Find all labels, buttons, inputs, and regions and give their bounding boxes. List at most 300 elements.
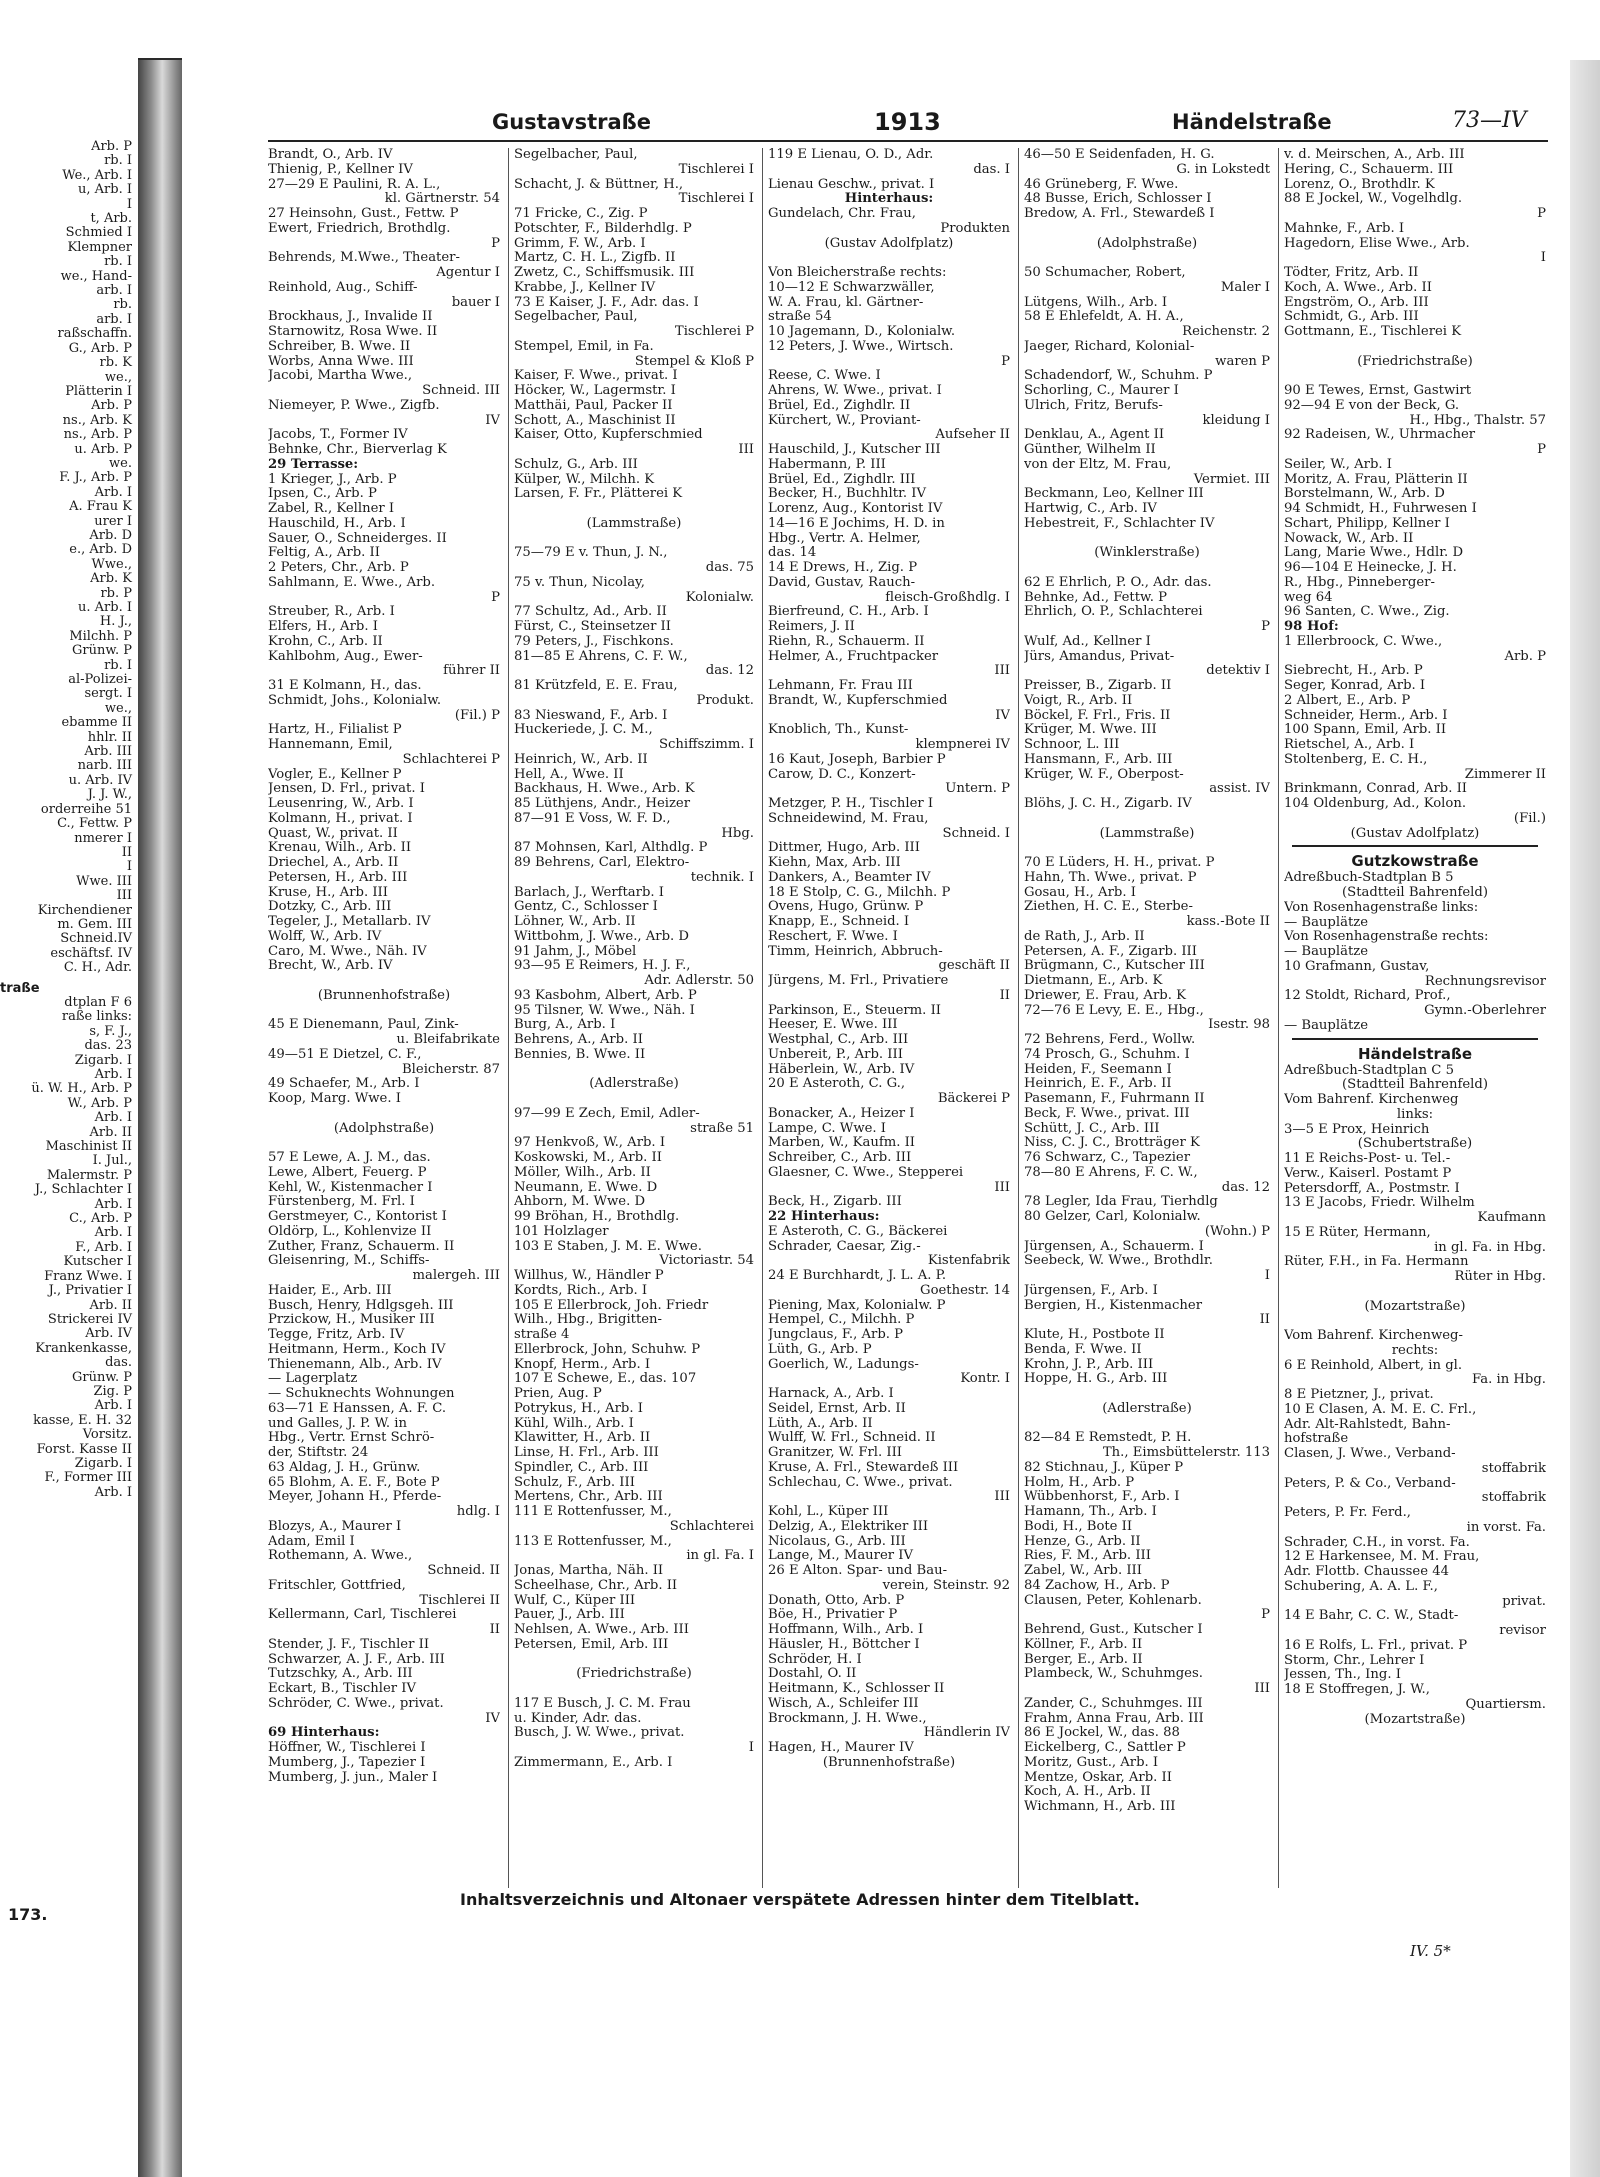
left-page-line: Arb. I — [94, 1225, 132, 1241]
directory-entry-line: 10 E Clasen, A. M. E. C. Frl., — [1284, 1402, 1477, 1417]
directory-entry-line: Brockmann, J. H. Wwe., — [768, 1711, 927, 1726]
directory-entry-line: II — [999, 988, 1010, 1003]
top-margin — [0, 0, 1600, 60]
directory-entry-line: Seiler, W., Arb. I — [1284, 457, 1393, 472]
left-page-line: Kirchendiener — [37, 902, 132, 918]
directory-entry-line: 48 Busse, Erich, Schlosser I — [1024, 192, 1212, 207]
directory-entry-line: Verw., Kaiserl. Postamt P — [1284, 1166, 1452, 1181]
left-page-line: Zigarb. I — [74, 1052, 132, 1068]
directory-entry-line: (Fil.) P — [454, 708, 500, 723]
directory-entry-line: assist. IV — [1209, 782, 1270, 797]
directory-entry-line: Bodi, H., Bote II — [1024, 1519, 1133, 1534]
directory-entry-line: Hagen, H., Maurer IV — [768, 1741, 914, 1755]
directory-entry-line — [1284, 340, 1546, 355]
directory-entry-line: Przickow, H., Musiker III — [268, 1313, 435, 1328]
directory-entry-line: 77 Schultz, Ad., Arb. II — [514, 605, 667, 620]
directory-entry-line: Schneidewind, M. Frau, — [768, 811, 929, 826]
directory-entry-line: Eckart, B., Tischler IV — [268, 1682, 417, 1696]
directory-entry-line: Carow, D. C., Konzert- — [768, 767, 916, 782]
directory-entry-line: Reese, C. Wwe. I — [768, 369, 881, 384]
cross-street-marker: (Adolphstraße) — [1096, 236, 1198, 251]
directory-entry-line: Tischlerei P — [674, 325, 754, 339]
directory-entry-line: Habermann, P. III — [768, 457, 886, 472]
directory-entry-line: Niemeyer, P. Wwe., Zigfb. — [268, 398, 440, 413]
left-page-line: Franz Wwe. I — [44, 1268, 132, 1284]
left-page-line: F., Arb. I — [75, 1239, 132, 1255]
directory-entry-line: — Bauplätze — [1284, 1018, 1368, 1033]
directory-entry-line: Ziethen, H. C. E., Sterbe- — [1024, 900, 1193, 915]
directory-entry-line: Rüter in Hbg. — [1454, 1270, 1546, 1284]
left-page-line: G., Arb. P — [68, 340, 132, 356]
directory-entry-line: Schneider, Herm., Arb. I — [1284, 708, 1448, 723]
directory-entry-line: 92—94 E von der Beck, G. — [1284, 398, 1460, 413]
left-page-line: J., Schlachter I — [34, 1182, 132, 1198]
directory-column-3 — [768, 148, 1010, 1888]
left-page-line: Schmied I — [65, 225, 132, 241]
left-page-line: hhlr. II — [87, 729, 132, 745]
directory-entry-line: Ehrlich, O. P., Schlachterei — [1024, 605, 1203, 620]
left-page-line: u. Arb. P — [74, 441, 132, 457]
directory-entry-line: in vorst. Fa. — [1466, 1520, 1546, 1535]
directory-entry-line: Schrader, Caesar, Zig.- — [768, 1239, 921, 1254]
directory-entry-line: Nicolaus, G., Arb. III — [768, 1534, 906, 1549]
directory-entry-line: Köllner, F., Arb. II — [1024, 1637, 1143, 1652]
cross-street-marker: (Mozartstraße) — [1364, 1299, 1466, 1314]
directory-entry-line: Frahm, Anna Frau, Arb. III — [1024, 1711, 1204, 1726]
directory-entry-line: 3—5 E Prox, Heinrich — [1284, 1122, 1430, 1137]
directory-entry-line: fleisch-Großhdlg. I — [885, 590, 1010, 605]
directory-entry-line: de Rath, J., Arb. II — [1024, 929, 1145, 944]
directory-entry-line: 10 Jagemann, D., Kolonialw. — [768, 325, 956, 339]
left-page-line: Krankenkasse, — [35, 1340, 132, 1356]
directory-entry-line: Heinrich, W., Arb. II — [514, 752, 648, 767]
directory-entry-line: 111 E Rottenfusser, M., — [514, 1505, 672, 1519]
directory-entry-line: 12 E Harkensee, M. M. Frau, — [1284, 1550, 1480, 1565]
directory-entry-line: Bredow, A. Frl., Stewardeß I — [1024, 207, 1215, 221]
directory-entry-line: Schneid. I — [942, 826, 1010, 841]
left-page-line: F., Former III — [44, 1470, 132, 1486]
subheading: 98 Hof: — [1284, 620, 1339, 634]
directory-entry-line — [514, 1092, 754, 1107]
directory-entry-line: Schröder, H. I — [768, 1652, 862, 1667]
directory-entry-line: Nehlsen, A. Wwe., Arb. III — [514, 1623, 689, 1637]
directory-entry-line: Metzger, P. H., Tischler I — [768, 797, 934, 811]
directory-entry-line: David, Gustav, Rauch- — [768, 575, 916, 590]
directory-entry-line: Petersen, A. F., Zigarb. III — [1024, 944, 1197, 959]
directory-entry-line: Vom Bahrenf. Kirchenweg- — [1284, 1329, 1463, 1343]
footer-note: Inhaltsverzeichnis und Altonaer verspätete Adressen hinter dem Titelblatt. — [460, 1890, 1140, 1909]
directory-entry-line: Segelbacher, Paul, — [514, 148, 638, 162]
left-page-line: u. Arb. IV — [68, 772, 132, 788]
directory-entry-line: kass.-Bote II — [1186, 915, 1270, 929]
directory-entry-line: das. I — [973, 162, 1010, 177]
directory-entry-line: Schulz, F., Arb. III — [514, 1475, 635, 1490]
directory-entry-line: Hauschild, H., Arb. I — [268, 516, 406, 531]
directory-entry-line: Zuther, Franz, Schauerm. II — [268, 1239, 455, 1254]
directory-entry-line: Backhaus, H. Wwe., Arb. K — [514, 782, 695, 797]
directory-entry-line: Vogler, E., Kellner P — [268, 767, 402, 782]
left-page-line: I — [126, 196, 132, 212]
directory-entry-line: Helmer, A., Fruchtpacker — [768, 649, 939, 664]
directory-entry-line: Kaufmann — [1477, 1211, 1546, 1225]
directory-entry-line: Sahlmann, E. Wwe., Arb. — [268, 575, 436, 590]
directory-entry-line: Gundelach, Chr. Frau, — [768, 207, 916, 221]
directory-entry-line: Hauschild, J., Kutscher III — [768, 443, 941, 457]
directory-entry-line: Wulf, C., Küper III — [514, 1593, 636, 1608]
directory-entry-line: Unbereit, P., Arb. III — [768, 1047, 903, 1062]
cross-street-marker: (Stadtteil Bahrenfeld) — [1342, 1078, 1488, 1093]
directory-column-4 — [1024, 148, 1270, 1888]
left-page-line: C., Arb. P — [69, 1211, 132, 1227]
directory-entry-line — [768, 251, 1010, 266]
directory-entry-line: Koch, A. H., Arb. II — [1024, 1785, 1151, 1800]
directory-entry-line: Scheelhase, Chr., Arb. II — [514, 1578, 678, 1593]
section-rule — [1292, 845, 1538, 847]
directory-entry-line: 16 Kaut, Joseph, Barbier P — [768, 752, 946, 767]
cross-street-marker: rechts: — [1391, 1343, 1439, 1358]
directory-entry-line: weg 64 — [1284, 590, 1333, 605]
directory-entry-line: 74 Prosch, G., Schuhm. I — [1024, 1047, 1190, 1062]
page-edge — [1570, 60, 1600, 2177]
running-header-right: Händelstraße — [1172, 110, 1332, 134]
directory-entry-line: Höffner, W., Tischlerei I — [268, 1741, 426, 1755]
directory-entry-line: revisor — [1499, 1624, 1546, 1638]
directory-entry-line: 57 E Lewe, A. J. M., das. — [268, 1151, 431, 1165]
directory-entry-line: Stoltenberg, E. C. H., — [1284, 752, 1428, 767]
left-page-line: e., Arb. D — [69, 542, 132, 558]
directory-entry-line: Tutzschky, A., Arb. III — [268, 1667, 413, 1682]
directory-entry-line: Lüth, G., Arb. P — [768, 1342, 872, 1357]
left-page-line: rb. I — [104, 254, 132, 270]
left-page-line: u. Arb. I — [78, 600, 132, 615]
directory-entry-line: Henze, G., Arb. II — [1024, 1534, 1141, 1549]
directory-entry-line: Böe, H., Privatier P — [768, 1608, 898, 1623]
directory-entry-line: (Wohn.) P — [1204, 1224, 1270, 1239]
directory-entry-line: Marben, W., Kaufm. II — [768, 1136, 916, 1151]
cross-street-marker: (Mozartstraße) — [1364, 1712, 1466, 1727]
left-page-line: rb. K — [99, 355, 132, 371]
directory-entry-line: Grimm, F. W., Arb. I — [514, 236, 646, 251]
directory-entry-line: Reschert, F. Wwe. I — [768, 929, 898, 944]
directory-entry-line: Rüter, F.H., in Fa. Hermann — [1284, 1255, 1469, 1270]
directory-entry-line: Tischlerei I — [678, 192, 754, 207]
directory-entry-line: Spindler, C., Arb. III — [514, 1460, 649, 1475]
directory-entry-line: hdlg. I — [456, 1505, 500, 1519]
directory-entry-line: 20 E Asteroth, C. G., — [768, 1077, 906, 1092]
directory-entry-line: Kolonialw. — [685, 590, 754, 605]
directory-entry-line: stoffabrik — [1481, 1461, 1546, 1476]
directory-entry-line: Voigt, R., Arb. II — [1024, 693, 1133, 708]
directory-entry-line: Busch, J. W. Wwe., privat. — [514, 1726, 685, 1741]
directory-entry-line: II — [1259, 1313, 1270, 1328]
directory-entry-line — [1024, 812, 1270, 827]
header-rule — [268, 140, 1548, 142]
directory-entry-line: 76 Schwarz, C., Tapezier — [1024, 1151, 1191, 1165]
directory-entry-line: 94 Schmidt, H., Fuhrwesen I — [1284, 502, 1477, 516]
directory-entry-line: 24 E Burchhardt, J. L. A. P. — [768, 1269, 947, 1283]
directory-entry-line: bauer I — [451, 295, 500, 310]
directory-entry-line: Krabbe, J., Kellner IV — [514, 280, 656, 295]
directory-entry-line: Schneid. II — [427, 1564, 500, 1578]
directory-entry-line: 2 Albert, E., Arb. P — [1284, 693, 1411, 708]
directory-entry-line: 63 Aldag, J. H., Grünw. — [268, 1460, 421, 1475]
directory-entry-line: malergeh. III — [412, 1269, 500, 1283]
directory-entry-line: Quartiersm. — [1465, 1697, 1546, 1712]
directory-entry-line: Brandt, W., Kupferschmied — [768, 693, 948, 708]
directory-entry-line: Adr. Alt-Rahlstedt, Bahn- — [1284, 1417, 1451, 1432]
directory-entry-line: Kellermann, Carl, Tischlerei — [268, 1608, 457, 1623]
left-page-section-heading: traße — [0, 980, 40, 996]
directory-entry-line: Behrends, M.Wwe., Theater- — [268, 251, 460, 266]
directory-entry-line: 101 Holzlager — [514, 1224, 609, 1239]
directory-entry-line — [268, 1136, 500, 1151]
directory-entry-line: Leusenring, W., Arb. I — [268, 797, 414, 811]
directory-entry-line: Piening, Max, Kolonialw. P — [768, 1298, 946, 1313]
cross-street-marker: (Friedrichstraße) — [576, 1667, 692, 1682]
directory-entry-line: Schubering, A. A. L. F., — [1284, 1579, 1438, 1594]
directory-entry-line: 100 Spann, Emil, Arb. II — [1284, 723, 1447, 738]
left-page-line: Arb. P — [91, 398, 132, 414]
left-page-line: Malermstr. P — [46, 1167, 132, 1183]
directory-entry-line: 10 Grafmann, Gustav, — [1284, 959, 1430, 974]
directory-entry-line: Hell, A., Wwe. II — [514, 767, 624, 782]
directory-entry-line: Schröder, C. Wwe., privat. — [268, 1696, 444, 1711]
directory-entry-line: Gerstmeyer, C., Kontorist I — [268, 1210, 447, 1224]
directory-entry-line: Ovens, Hugo, Grünw. P — [768, 900, 924, 915]
left-page-line: Plätterin I — [65, 383, 132, 399]
left-page-line: Schneid.IV — [60, 931, 132, 947]
directory-entry-line: Tödter, Fritz, Arb. II — [1284, 266, 1419, 280]
directory-entry-line: Bierfreund, C. H., Arb. I — [768, 605, 929, 620]
directory-entry-line: Bergien, H., Kistenmacher — [1024, 1298, 1203, 1313]
directory-entry-line: Reichenstr. 2 — [1182, 325, 1270, 339]
directory-entry-line — [1024, 1387, 1270, 1402]
subheading: 29 Terrasse: — [268, 457, 359, 472]
directory-entry-line: 79 Peters, J., Fischkons. — [514, 634, 674, 649]
directory-entry-line: Günther, Wilhelm II — [1024, 443, 1156, 457]
directory-entry-line: Kürchert, W., Proviant- — [768, 413, 921, 428]
left-page-line: we. — [109, 455, 132, 471]
directory-entry-line: Westphal, C., Arb. III — [768, 1033, 909, 1047]
directory-entry-line: 97 Henkvoß, W., Arb. I — [514, 1136, 666, 1151]
directory-entry-line: Wulf, Ad., Kellner I — [1024, 634, 1151, 649]
directory-entry-line: 96—104 E Heinecke, J. H. — [1284, 561, 1457, 575]
subheading: Hinterhaus: — [844, 192, 934, 207]
directory-column-2 — [514, 148, 754, 1888]
directory-entry-line: Wisch, A., Schleifer III — [768, 1696, 919, 1711]
directory-entry-line: Borstelmann, W., Arb. D — [1284, 487, 1445, 502]
directory-entry-line: Zander, C., Schuhmges. III — [1024, 1696, 1203, 1711]
directory-entry-line: Rechnungsrevisor — [1424, 974, 1546, 989]
directory-entry-line: 78—80 E Ahrens, F. C. W., — [1024, 1165, 1198, 1180]
directory-entry-line: 81 Krützfeld, E. E. Frau, — [514, 679, 678, 693]
directory-entry-line: Kaiser, Otto, Kupferschmied — [514, 428, 703, 443]
subheading: 69 Hinterhaus: — [268, 1726, 380, 1741]
directory-entry-line — [514, 502, 754, 517]
directory-entry-line: 2 Peters, Chr., Arb. P — [268, 561, 409, 575]
directory-entry-line: Burg, A., Arb. I — [514, 1018, 616, 1033]
left-page-number: 173. — [8, 1905, 48, 1924]
directory-entry-line: Von Bleicherstraße rechts: — [768, 266, 947, 280]
directory-entry-line: 18 E Stoffregen, J. W., — [1284, 1683, 1430, 1697]
directory-entry-line: Mahnke, F., Arb. I — [1284, 221, 1405, 236]
directory-entry-line: Holm, H., Arb. P — [1024, 1475, 1135, 1490]
left-page-line: Arb. I — [94, 1110, 132, 1126]
directory-entry-line: 93—95 E Reimers, H. J. F., — [514, 959, 691, 974]
directory-entry-line: Krohn, J. P., Arb. III — [1024, 1357, 1154, 1372]
directory-entry-line — [268, 1107, 500, 1122]
directory-entry-line: Brüel, Ed., Zighdlr. III — [768, 472, 916, 487]
directory-entry-line: Beck, F. Wwe., privat. III — [1024, 1106, 1190, 1121]
directory-entry-line: 87 Mohnsen, Karl, Althdlg. P — [514, 841, 708, 856]
directory-entry-line: Kistenfabrik — [927, 1254, 1010, 1269]
directory-entry-line: Hansmann, F., Arb. III — [1024, 752, 1173, 767]
directory-entry-line: in gl. Fa. in Hbg. — [1434, 1240, 1546, 1255]
directory-entry-line: Wittbohm, J. Wwe., Arb. D — [514, 929, 689, 944]
left-page-line: rb. — [113, 297, 132, 313]
directory-entry-line: Pauer, J., Arb. III — [514, 1608, 625, 1623]
directory-entry-line: Pasemann, F., Fuhrmann II — [1024, 1092, 1205, 1106]
directory-entry-line: 18 E Stolp, C. G., Milchh. P — [768, 885, 951, 900]
directory-entry-line: u. Kinder, Adr. das. — [514, 1711, 642, 1726]
directory-entry-line: Petersen, Emil, Arb. III — [514, 1637, 669, 1652]
directory-entry-line: Granitzer, W. Frl. III — [768, 1446, 903, 1460]
directory-entry-line: Stender, J. F., Tischler II — [268, 1637, 430, 1652]
directory-entry-line: Adr. Flottb. Chaussee 44 — [1284, 1565, 1449, 1579]
directory-entry-line: Ipsen, C., Arb. P — [268, 487, 377, 502]
left-page-line: Arb. I — [94, 1196, 132, 1212]
directory-entry-line: Häberlein, W., Arb. IV — [768, 1062, 915, 1077]
directory-entry-line: Jensen, D. Frl., privat. I — [268, 782, 425, 797]
directory-entry-line: Hahn, Th. Wwe., privat. P — [1024, 870, 1197, 885]
left-page-line: Zig. P — [93, 1383, 132, 1399]
directory-entry-line: Hoffmann, Wilh., Arb. I — [768, 1623, 924, 1637]
directory-entry-line: Lütgens, Wilh., Arb. I — [1024, 295, 1168, 310]
directory-entry-line: Aufseher II — [935, 428, 1010, 443]
left-page-line: sergt. I — [84, 686, 132, 702]
left-page-line: I — [126, 859, 132, 875]
column-divider — [508, 148, 509, 1888]
directory-entry-line: Goerlich, W., Ladungs- — [768, 1357, 919, 1372]
directory-entry-line: Victoriastr. 54 — [659, 1254, 754, 1269]
directory-entry-line: III — [1254, 1682, 1270, 1696]
directory-entry-line: Wulff, W. Frl., Schneid. II — [768, 1431, 936, 1446]
directory-entry-line: 12 Stoldt, Richard, Prof., — [1284, 989, 1451, 1004]
directory-entry-line: — Lagerplatz — [268, 1372, 358, 1387]
directory-entry-line: Heitmann, Herm., Koch IV — [268, 1342, 446, 1357]
section-rule — [1292, 1038, 1538, 1040]
directory-entry-line: 83 Nieswand, F., Arb. I — [514, 708, 668, 723]
directory-entry-line: Kruse, A. Frl., Stewardeß III — [768, 1460, 959, 1475]
directory-entry-line: Klawitter, H., Arb. II — [514, 1431, 651, 1446]
directory-entry-line: Hartz, H., Filialist P — [268, 723, 402, 738]
directory-entry-line: Krenau, Wilh., Arb. II — [268, 841, 412, 856]
left-page-line: I. Jul., — [92, 1153, 132, 1169]
directory-entry-line: Wilh., Hbg., Brigitten- — [514, 1313, 663, 1328]
directory-entry-line: Fürst, C., Steinsetzer II — [514, 620, 671, 634]
directory-entry-line: Beckmann, Leo, Kellner III — [1024, 487, 1204, 502]
directory-entry-line: 70 E Lüders, H. H., privat. P — [1024, 856, 1215, 870]
directory-entry-line: Harnack, A., Arb. I — [768, 1387, 894, 1401]
directory-entry-line — [1024, 561, 1270, 576]
directory-entry-line: Hbg. — [721, 826, 754, 841]
directory-entry-line: Kühl, Wilh., Arb. I — [514, 1416, 634, 1431]
directory-entry-line: 97—99 E Zech, Emil, Adler- — [514, 1106, 700, 1121]
left-page-line: rb. P — [100, 585, 132, 601]
left-page-line: das. 23 — [84, 1038, 132, 1054]
directory-entry-line: 46 Grüneberg, F. Wwe. — [1024, 177, 1179, 192]
directory-entry-line: das. 12 — [1221, 1180, 1270, 1195]
directory-entry-line: Von Rosenhagenstraße rechts: — [1284, 930, 1489, 945]
left-page-line: W., Arb. P — [67, 1095, 132, 1111]
directory-entry-line: Reimers, J. II — [768, 620, 855, 634]
directory-entry-line: 58 E Ehlefeldt, A. H. A., — [1024, 310, 1184, 325]
directory-entry-line: 49—51 E Dietzel, C. F., — [268, 1047, 422, 1062]
directory-entry-line: Rietschel, A., Arb. I — [1284, 738, 1415, 752]
directory-entry-line: Clausen, Peter, Kohlenarb. — [1024, 1593, 1202, 1608]
directory-entry-line: P — [1537, 207, 1546, 221]
directory-entry-line: Vermiet. III — [1193, 472, 1270, 487]
directory-entry-line: Engström, O., Arb. III — [1284, 295, 1429, 310]
directory-entry-line: Goethestr. 14 — [920, 1283, 1010, 1298]
directory-entry-line: Kontr. I — [960, 1372, 1010, 1387]
directory-entry-line: III — [738, 443, 754, 457]
directory-entry-line: Stempel, Emil, in Fa. — [514, 339, 654, 354]
directory-entry-line: stoffabrik — [1481, 1491, 1546, 1506]
directory-entry-line: straße 51 — [690, 1121, 754, 1136]
directory-entry-line: Löhner, W., Arb. II — [514, 915, 636, 929]
directory-entry-line: Schott, A., Maschinist II — [514, 413, 676, 428]
directory-entry-line: Niss, C. J. C., Brotträger K — [1024, 1136, 1200, 1151]
left-page-line: Vorsitz. — [82, 1427, 132, 1443]
directory-entry-line: Blozys, A., Maurer I — [268, 1519, 402, 1534]
directory-entry-line: Caro, M. Wwe., Näh. IV — [268, 944, 427, 959]
directory-entry-line: Schart, Philipp, Kellner I — [1284, 516, 1450, 531]
cross-street-marker: (Adlerstraße) — [1102, 1401, 1192, 1416]
directory-entry-line: Hamann, Th., Arb. I — [1024, 1505, 1157, 1519]
directory-entry-line: R., Hbg., Pinneberger- — [1284, 575, 1435, 590]
directory-entry-line: W. A. Frau, kl. Gärtner- — [768, 295, 924, 310]
directory-entry-line: Gleisenring, M., Schiffs- — [268, 1254, 430, 1269]
directory-entry-line: Brecht, W., Arb. IV — [268, 959, 393, 974]
directory-entry-line: Larsen, F. Fr., Plätterei K — [514, 487, 683, 502]
directory-entry-line — [1024, 1417, 1270, 1432]
directory-entry-line: Matthäi, Paul, Packer II — [514, 398, 673, 413]
directory-entry-line: Schmidt, G., Arb. III — [1284, 310, 1419, 325]
directory-entry-line: Lorenz, Aug., Kontorist IV — [768, 502, 943, 516]
left-page-line: We., Arb. I — [62, 167, 132, 183]
left-page-line: Klempner — [67, 239, 132, 255]
directory-entry-line — [514, 1682, 754, 1697]
directory-entry-line: 75 v. Thun, Nicolay, — [514, 575, 645, 590]
directory-entry-line: Brockhaus, J., Invalide II — [268, 310, 433, 325]
directory-entry-line: Becker, H., Buchhltr. IV — [768, 487, 927, 502]
directory-entry-line: Schiffszimm. I — [658, 738, 754, 752]
directory-entry-line: Neumann, E. Wwe. D — [514, 1180, 658, 1195]
left-page-line: Wwe. III — [76, 873, 132, 889]
directory-entry-line: von der Eltz, M. Frau, — [1024, 457, 1172, 472]
directory-entry-line: Schnoor, L. III — [1024, 738, 1120, 752]
cross-street-marker: (Adolphstraße) — [333, 1121, 435, 1136]
directory-entry-line: Bennies, B. Wwe. II — [514, 1047, 646, 1062]
left-page-line: arb. I — [96, 283, 132, 299]
directory-entry-line: Schreiber, C., Arb. III — [768, 1151, 912, 1165]
cross-street-marker: (Stadtteil Bahrenfeld) — [1342, 886, 1488, 900]
directory-entry-line: Preisser, B., Zigarb. II — [1024, 679, 1172, 693]
directory-entry-line: Koch, A. Wwe., Arb. II — [1284, 280, 1432, 295]
directory-entry-line: Knopf, Herm., Arb. I — [514, 1357, 651, 1372]
directory-entry-line: Jessen, Th., Ing. I — [1284, 1668, 1401, 1683]
